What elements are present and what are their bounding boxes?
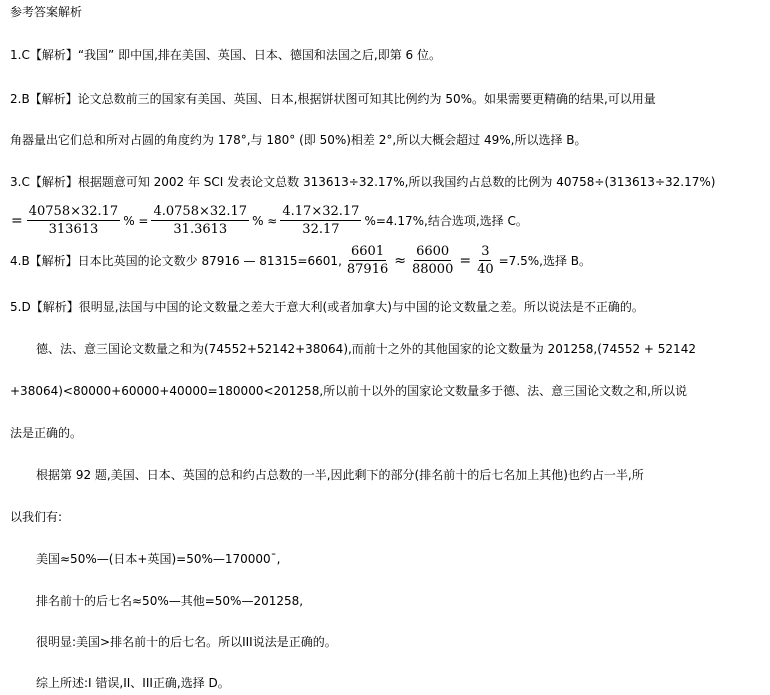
fraction-3-numerator: 4.17×32.17 [282,204,360,219]
answer-5-line-1: 5.D【解析】很明显,法国与中国的论文数量之差大于意大利(或者加拿大)与中国的论文数量之差。所以说法是不正确的。 [10,300,644,314]
answer-3-formula [10,204,528,237]
answer-5-line-7: 美国≈50%—(日本+英国)=50%—170000ˉ, [36,552,281,566]
answer-4-fraction-3 [475,244,496,277]
answer-1: 1.C【解析】“我国” 即中国,排在美国、英国、日本、德国和法国之后,即第 6 位。 [10,48,441,62]
answer-4-fraction-3-numerator: 3 [481,244,490,259]
equals-sign: = [11,212,23,229]
answer-5-line-9: 很明显:美国>排名前十的后七名。所以III说法是正确的。 [36,635,337,649]
fraction-2 [151,204,249,237]
answer-4-fraction-1-numerator: 6601 [351,244,385,259]
answer-5-line-3: +38064)<80000+60000+40000=180000<201258,所以前十以外的国家论文数量多于德、法、意三国论文数之和,所以说 [10,384,687,398]
equals-sign: = [459,252,472,269]
answer-4-fraction-2 [410,244,455,277]
answer-5-line-8: 排名前十的后七名≈50%—其他=50%—201258, [36,594,304,608]
answer-4-fraction-3-denominator: 40 [477,262,494,277]
answer-5-line-4: 法是正确的。 [10,426,83,440]
answer-4 [10,244,591,277]
formula-tail: %=4.17%,结合选项,选择 C。 [364,214,528,228]
answer-2-line-2: 角器量出它们总和所对占圆的角度约为 178°,与 180° (即 50%)相差 2°,所以大概会超过 49%,所以选择 B。 [10,133,587,147]
answer-2-line-1: 2.B【解析】论文总数前三的国家有美国、英国、日本,根据饼状图可知其比例约为 50%。如果需要更精确的结果,可以用量 [10,92,656,106]
answer-5-conclusion: 综上所述:I 错误,II、III正确,选择 D。 [36,676,230,690]
fraction-2-numerator: 4.0758×32.17 [153,204,248,219]
fraction-1-denominator: 313613 [48,222,99,237]
fraction-1 [27,204,120,237]
fraction-3 [280,204,361,237]
fraction-2-denominator: 31.3613 [173,222,228,237]
answer-4-fraction-1 [345,244,390,277]
answer-5-line-5: 根据第 92 题,美国、日本、英国的总和约占总数的一半,因此剩下的部分(排名前十的后七名加上其他)也约占一半,所 [36,468,644,482]
approx-sign: ≈ [394,252,406,269]
percent-approx: % ≈ [252,213,278,228]
answer-4-tail: =7.5%,选择 B。 [498,254,592,268]
fraction-3-denominator: 32.17 [302,222,340,237]
answer-4-lead: 4.B【解析】日本比英国的论文数少 87916 — 81315=6601, [10,254,342,268]
answer-3-line-1: 3.C【解析】根据题意可知 2002 年 SCI 发表论文总数 313613÷32.17%,所以我国约占总数的比例为 40758÷(313613÷32.17%) [10,175,716,189]
percent-equals: % = [123,213,149,228]
section-title: 参考答案解析 [10,5,83,19]
fraction-1-numerator: 40758×32.17 [28,204,119,219]
answer-5-line-2: 德、法、意三国论文数量之和为(74552+52142+38064),而前十之外的其他国家的论文数量为 201258,(74552 + 52142 [36,342,696,356]
answer-4-fraction-2-denominator: 88000 [411,262,454,277]
answer-4-fraction-1-denominator: 87916 [346,262,389,277]
answer-4-fraction-2-numerator: 6600 [416,244,450,259]
answer-5-line-6: 以我们有: [10,510,63,524]
